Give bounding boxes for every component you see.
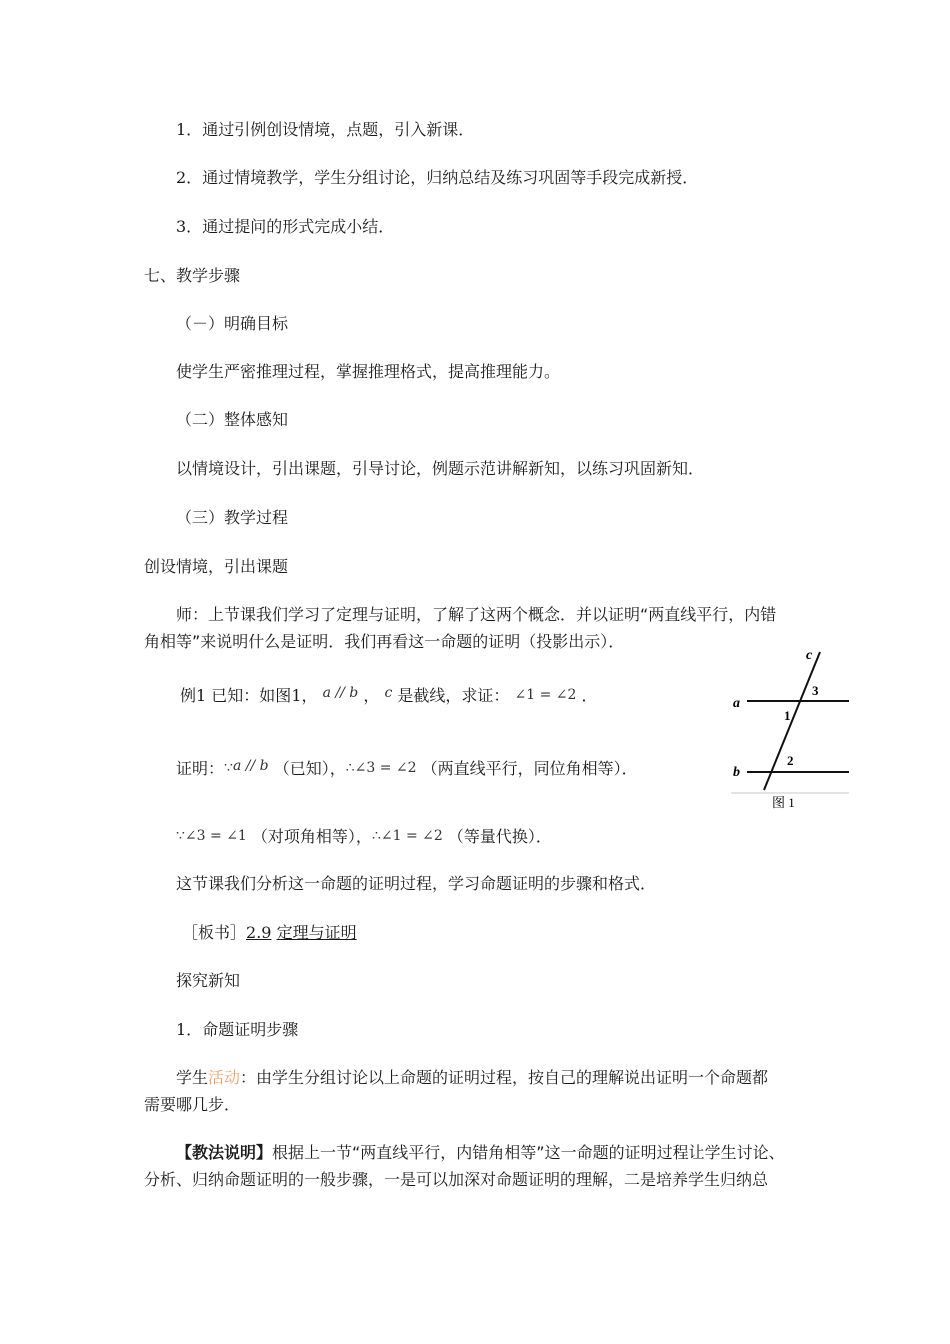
figure-1-parallel-lines [727,645,855,815]
formula-angle3-eq-angle2: ∠3 = ∠2 [354,760,417,776]
subheading-process: （三）教学过程 [176,508,289,527]
formula-c: c [384,685,393,701]
student-activity-line-2: 需要哪几步． [144,1095,241,1114]
lesson-intro: 这节课我们分析这一命题的证明过程，学习命题证明的步骤和格式． [176,874,657,893]
proof-line-1: 证明：∵a // b （已知），∴∠3 = ∠2 （两直线平行，同位角相等）． [176,758,638,778]
method-item-3: 3．通过提问的形式完成小结． [176,217,395,236]
method-note-line-1: 【教法说明】根据上一节“两直线平行，内错角相等”这一命题的证明过程让学生讨论、 [176,1143,785,1162]
goal-body: 使学生严密推理过程，掌握推理格式，提高推理能力。 [176,362,561,381]
subheading-goal: （－）明确目标 [176,314,289,333]
subheading-overview: （二）整体感知 [176,410,289,429]
teacher-paragraph-line-1: 师：上节课我们学习了定理与证明，了解了这两个概念．并以证明“两直线平行，内错 [176,605,777,624]
board-title: ［板书］2.9 定理与证明 [182,923,357,942]
example-1-statement: 例1 已知：如图1， a // b ， c 是截线，求证： ∠1 = ∠2 ． [180,685,598,705]
method-note-line-2: 分析、归纳命题证明的一般步骤，一是可以加深对命题证明的理解，二是培养学生归纳总 [144,1170,769,1189]
label-c: c [806,648,813,663]
formula-angle3-eq-angle1: ∠3 = ∠1 [184,828,247,844]
figure-1-svg [727,645,855,815]
overview-body: 以情境设计，引出课题，引导讨论，例题示范讲解新知，以练习巩固新知． [176,459,705,478]
explore-heading: 探究新知 [176,971,241,990]
method-item-2: 2．通过情境教学，学生分组讨论，归纳总结及练习巩固等手段完成新授． [176,168,699,187]
angle-label-2: 2 [787,753,794,768]
angle-label-1: 1 [784,708,791,723]
step-heading: 1．命题证明步骤 [176,1020,299,1039]
formula-a-parallel-b: a // b [322,685,359,701]
proof-line-2: ∵∠3 = ∠1 （对项角相等），∴∠1 = ∠2 （等量代换）． [176,827,552,846]
label-a: a [733,696,740,711]
formula-angle1-eq-angle2: ∠1 = ∠2 [514,687,577,703]
line-c [764,652,820,790]
method-item-1: 1．通过引例创设情境，点题，引入新课． [176,120,475,139]
figure-caption: 图 1 [772,795,795,810]
angle-label-3: 3 [812,683,819,698]
scene-heading: 创设情境，引出课题 [144,557,289,576]
formula-a-parallel-b: a // b [232,758,269,774]
section-heading-7: 七、教学步骤 [144,266,241,285]
formula-angle1-eq-angle2: ∠1 = ∠2 [380,828,443,844]
label-b: b [733,765,740,780]
student-activity-line-1: 学生活动：由学生分组讨论以上命题的证明过程，按自己的理解说出证明一个命题都 [176,1068,769,1087]
teacher-paragraph-line-2: 角相等”来说明什么是证明．我们再看这一命题的证明（投影出示）． [144,632,625,651]
